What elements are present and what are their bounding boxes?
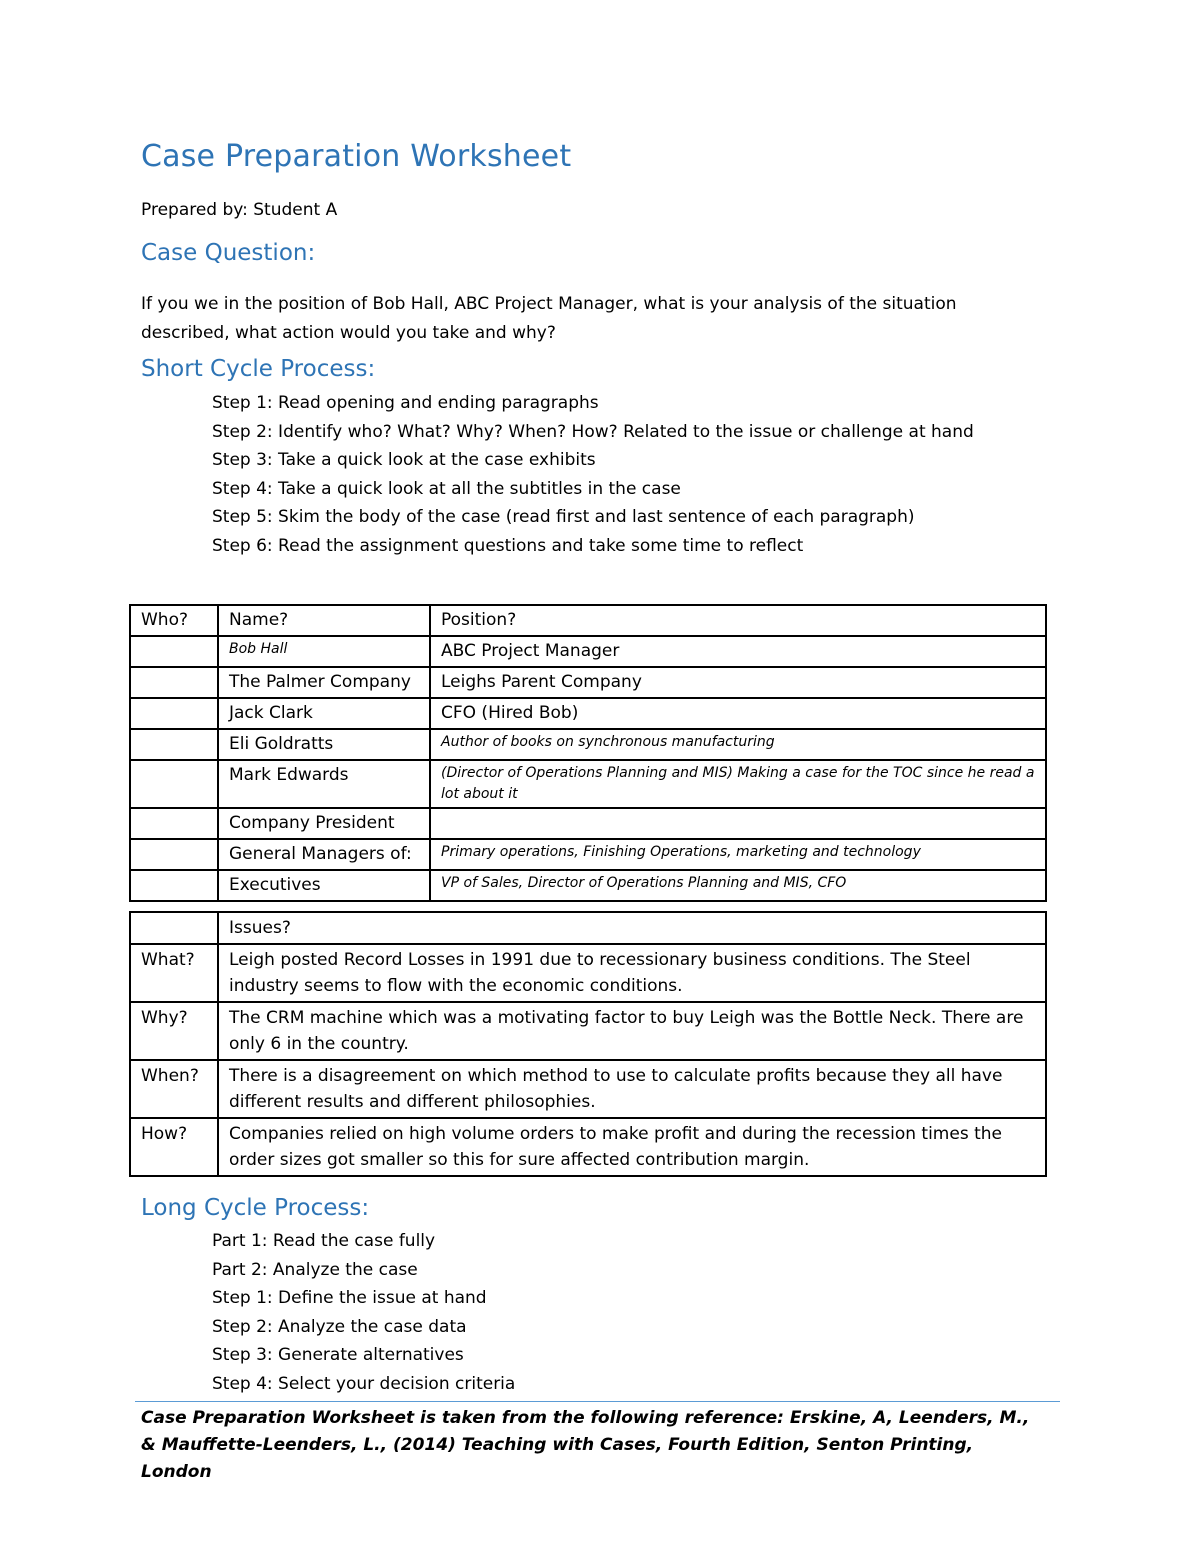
short-cycle-step: Step 1: Read opening and ending paragraphs	[212, 393, 599, 413]
who-cell	[130, 729, 218, 760]
footer-divider	[135, 1401, 1060, 1402]
table-row	[130, 808, 1046, 839]
who-cell	[130, 698, 218, 729]
long-cycle-step: Step 4: Select your decision criteria	[212, 1373, 516, 1394]
footer-reference: Case Preparation Worksheet is taken from the following reference: Erskine, A, Leenders, M., & Mauffette-Leenders, L., (2014) Teaching with Cases, Fourth Edition, Senton Printing, London	[141, 1408, 1030, 1482]
who-table	[129, 604, 1047, 902]
name-cell: Eli Goldratts	[218, 729, 430, 760]
column-header-label	[130, 912, 218, 944]
issues-table	[129, 911, 1047, 1177]
table-header-row	[130, 605, 1046, 636]
short-cycle-heading: Short Cycle Process:	[141, 356, 376, 382]
long-cycle-step: Step 3: Generate alternatives	[212, 1345, 464, 1365]
short-cycle-steps	[212, 389, 974, 560]
long-cycle-steps	[212, 1227, 515, 1398]
position-cell: ABC Project Manager	[430, 636, 1046, 667]
issue-text-cell: Companies relied on high volume orders to make profit and during the recession times the order sizes got smaller so this for sure affected contribution margin.	[218, 1118, 1046, 1176]
position-cell: (Director of Operations Planning and MIS) Making a case for the TOC since he read a lot about it	[430, 760, 1046, 808]
table-row	[130, 698, 1046, 729]
long-cycle-step: Part 1: Read the case fully	[212, 1231, 436, 1251]
long-cycle-step: Part 2: Analyze the case	[212, 1259, 418, 1280]
name-cell: The Palmer Company	[218, 667, 430, 698]
name-cell: Company President	[218, 808, 430, 839]
short-cycle-step: Step 2: Identify who? What? Why? When? How? Related to the issue or challenge at hand	[212, 421, 974, 442]
who-cell	[130, 760, 218, 808]
short-cycle-step: Step 6: Read the assignment questions and take some time to reflect	[212, 535, 804, 556]
who-cell	[130, 667, 218, 698]
long-cycle-step: Step 1: Define the issue at hand	[212, 1288, 487, 1308]
page-title: Case Preparation Worksheet	[141, 139, 572, 174]
position-cell: Primary operations, Finishing Operations, marketing and technology	[430, 839, 1046, 870]
table-row	[130, 1060, 1046, 1118]
issue-label-cell: When?	[130, 1060, 218, 1118]
name-cell: Mark Edwards	[218, 760, 430, 808]
table-row	[130, 760, 1046, 808]
prepared-by: Prepared by: Student A	[141, 200, 338, 220]
short-cycle-step: Step 3: Take a quick look at the case exhibits	[212, 450, 596, 470]
table-row	[130, 667, 1046, 698]
issue-text-cell: There is a disagreement on which method to use to calculate profits because they all have different results and different philosophies.	[218, 1060, 1046, 1118]
table-row	[130, 1002, 1046, 1060]
who-cell	[130, 808, 218, 839]
case-question-heading: Case Question:	[141, 240, 316, 266]
position-cell: CFO (Hired Bob)	[430, 698, 1046, 729]
case-question-text: If you we in the position of Bob Hall, ABC Project Manager, what is your analysis of the situation described, what action would you take and why?	[141, 294, 957, 343]
short-cycle-step: Step 4: Take a quick look at all the subtitles in the case	[212, 478, 681, 499]
column-header-position: Position?	[430, 605, 1046, 636]
position-cell: Author of books on synchronous manufacturing	[430, 729, 1046, 760]
table-row	[130, 1118, 1046, 1176]
position-cell: Leighs Parent Company	[430, 667, 1046, 698]
name-cell: Bob Hall	[218, 636, 430, 667]
who-cell	[130, 870, 218, 901]
short-cycle-step: Step 5: Skim the body of the case (read first and last sentence of each paragraph)	[212, 507, 915, 527]
position-cell	[430, 808, 1046, 839]
issue-text-cell: The CRM machine which was a motivating factor to buy Leigh was the Bottle Neck. There are only 6 in the country.	[218, 1002, 1046, 1060]
issue-text-cell: Leigh posted Record Losses in 1991 due to recessionary business conditions. The Steel industry seems to flow with the economic conditions.	[218, 944, 1046, 1002]
column-header-name: Name?	[218, 605, 430, 636]
who-cell	[130, 636, 218, 667]
table-row	[130, 944, 1046, 1002]
long-cycle-step: Step 2: Analyze the case data	[212, 1316, 467, 1337]
table-header-row	[130, 912, 1046, 944]
table-row	[130, 839, 1046, 870]
table-row	[130, 870, 1046, 901]
column-header-who: Who?	[130, 605, 218, 636]
column-header-issues: Issues?	[218, 912, 1046, 944]
issue-label-cell: How?	[130, 1118, 218, 1176]
table-row	[130, 636, 1046, 667]
table-row	[130, 729, 1046, 760]
name-cell: General Managers of:	[218, 839, 430, 870]
long-cycle-heading: Long Cycle Process:	[141, 1195, 370, 1221]
position-cell: VP of Sales, Director of Operations Planning and MIS, CFO	[430, 870, 1046, 901]
name-cell: Jack Clark	[218, 698, 430, 729]
issue-label-cell: Why?	[130, 1002, 218, 1060]
issue-label-cell: What?	[130, 944, 218, 1002]
name-cell: Executives	[218, 870, 430, 901]
who-cell	[130, 839, 218, 870]
